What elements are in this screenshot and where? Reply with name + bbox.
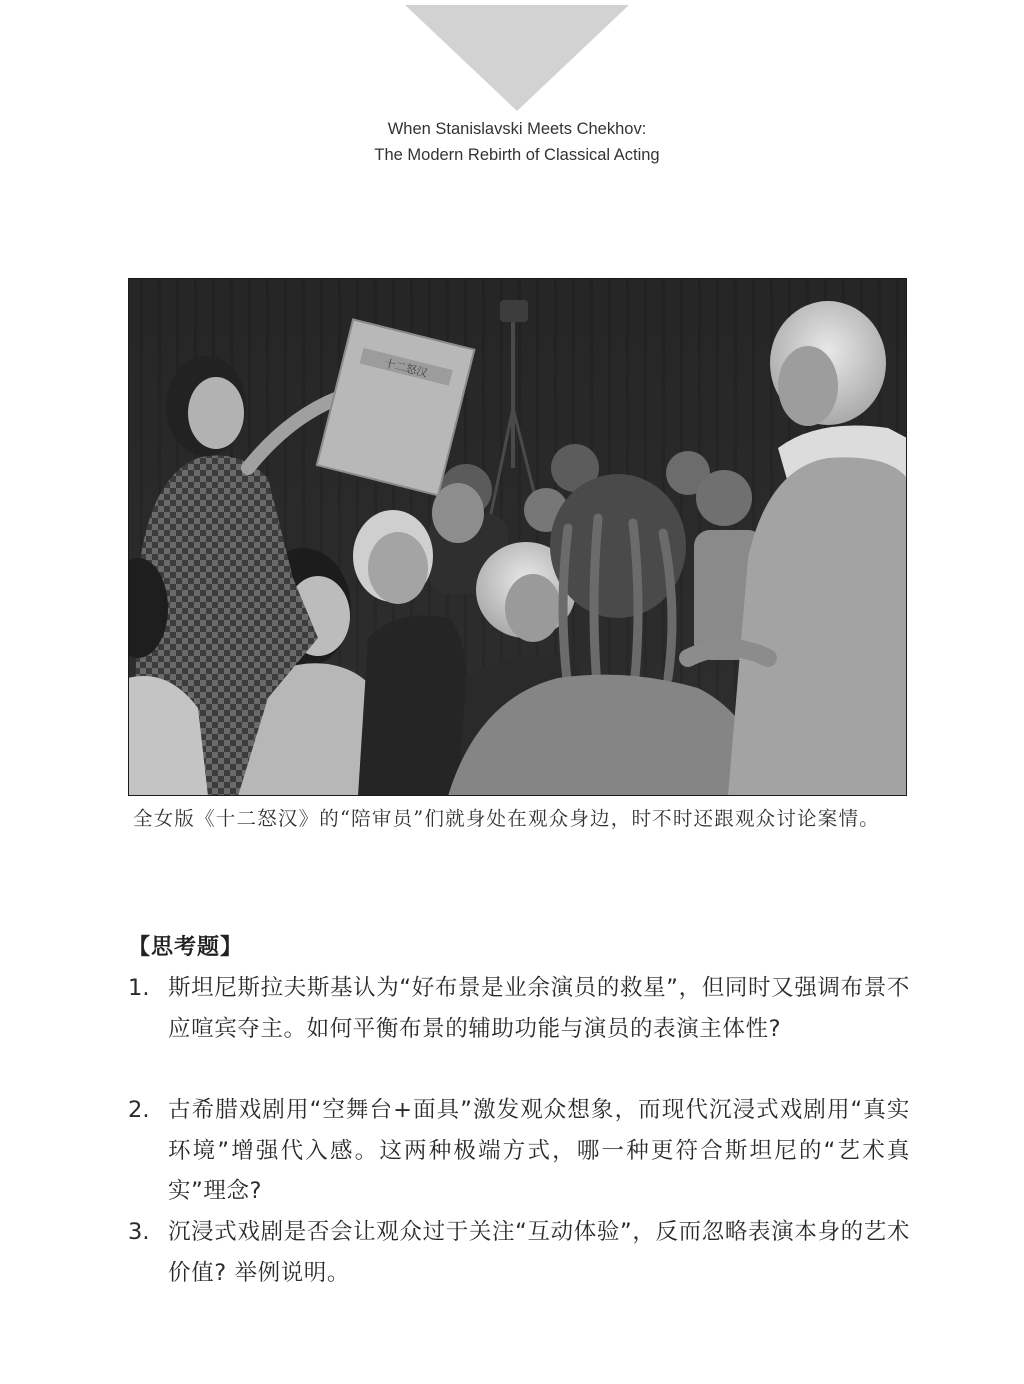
question-number: 1. [128,975,150,1001]
running-head-line-2: The Modern Rebirth of Classical Acting [374,146,660,164]
running-head [262,116,772,168]
question-text: 沉浸式戏剧是否会让观众过于关注“互动体验”，反而忽略表演本身的艺术价值? 举例说明。 [168,1219,910,1286]
theatre-photo [128,278,907,796]
question-number: 3. [128,1219,150,1245]
question-number: 2. [128,1097,150,1123]
document-prop-text: 十二怒汉 [382,356,429,380]
running-head-line-1: When Stanislavski Meets Chekhov: [387,120,647,138]
questions-heading: 【思考题】 [128,935,244,960]
question-item [128,1090,910,1212]
question-item [128,968,910,1049]
question-text: 斯坦尼斯拉夫斯基认为“好布景是业余演员的救星”，但同时又强调布景不应喧宾夺主。如何平衡布景的辅助功能与演员的表演主体性? [168,975,910,1042]
question-item [128,1212,910,1293]
photo-caption: 全女版《十二怒汉》的“陪审员”们就身处在观众身边，时不时还跟观众讨论案情。 [133,807,880,830]
header-triangle-decoration [405,5,629,111]
theatre-photo-illustration [128,278,907,796]
question-text: 古希腊戏剧用“空舞台+面具”激发观众想象，而现代沉浸式戏剧用“真实环境”增强代入感。这两种极端方式，哪一种更符合斯坦尼的“艺术真实”理念? [168,1097,910,1204]
